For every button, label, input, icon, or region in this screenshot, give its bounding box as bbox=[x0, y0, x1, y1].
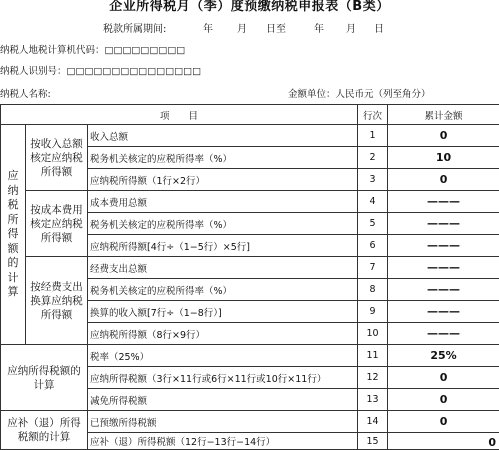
period-year: 年 bbox=[203, 24, 213, 35]
table-row bbox=[1, 191, 499, 213]
header-item: 项 目 bbox=[1, 105, 358, 125]
row-item: 收入总额 bbox=[88, 125, 358, 147]
table-row bbox=[1, 125, 499, 147]
group-by-expense: 按经费支出换算应纳税所得额 bbox=[26, 257, 88, 345]
group-refund-calc: 应补（退）所得税额的计算 bbox=[1, 411, 88, 450]
row-no: 12 bbox=[358, 367, 388, 389]
table-row bbox=[1, 345, 499, 367]
row-item: 换算的收入额[7行÷（1−8行）] bbox=[88, 301, 358, 323]
row-no: 7 bbox=[358, 257, 388, 279]
row-item: 税务机关核定的应税所得率（%） bbox=[88, 279, 358, 301]
table-row bbox=[1, 257, 499, 279]
row-amount: 0 bbox=[388, 389, 499, 411]
row-no: 1 bbox=[358, 125, 388, 147]
period-month-2: 月 bbox=[346, 24, 356, 35]
row-no: 14 bbox=[358, 411, 388, 433]
side-label-taxable-income: 应纳税所得额的计算 bbox=[1, 125, 26, 345]
table-row bbox=[1, 411, 499, 433]
row-amount: 0 bbox=[388, 367, 499, 389]
row-item: 应纳税所得额（8行×9行） bbox=[88, 323, 358, 345]
row-amount: 10 bbox=[388, 147, 499, 169]
row-item: 应纳税所得额[4行÷（1−5行）×5行] bbox=[88, 235, 358, 257]
row-item: 应纳所得税额（3行×11行或6行×11行或10行×11行） bbox=[88, 367, 358, 389]
row-amount: ——— bbox=[388, 279, 499, 301]
taxpayer-name: 纳税人名称: bbox=[0, 89, 51, 100]
row-amount: ——— bbox=[388, 191, 499, 213]
row-amount: 0 bbox=[388, 411, 499, 433]
row-item: 减免所得税额 bbox=[88, 389, 358, 411]
row-item: 已预缴所得税额 bbox=[88, 411, 358, 433]
row-no: 6 bbox=[358, 235, 388, 257]
row-no: 13 bbox=[358, 389, 388, 411]
row-item: 应补（退）所得税额（12行−13行−14行） bbox=[88, 433, 358, 450]
row-no: 8 bbox=[358, 279, 388, 301]
row-amount: ——— bbox=[388, 301, 499, 323]
row-amount: ——— bbox=[388, 213, 499, 235]
header-row-no: 行次 bbox=[358, 105, 388, 125]
row-amount: ——— bbox=[388, 235, 499, 257]
period-month: 月 bbox=[237, 24, 247, 35]
row-item: 税率（25%） bbox=[88, 345, 358, 367]
row-no: 2 bbox=[358, 147, 388, 169]
table-header bbox=[1, 105, 499, 125]
period-label: 税款所属期间: bbox=[103, 24, 167, 35]
header-amount: 累计金额 bbox=[388, 105, 499, 125]
group-by-revenue: 按收入总额核定应纳税所得额 bbox=[26, 125, 88, 191]
row-amount: 25% bbox=[388, 345, 499, 367]
taxpayer-code: 纳税人地税计算机代码：□□□□□□□□□ bbox=[0, 45, 186, 56]
row-amount: ——— bbox=[388, 257, 499, 279]
period-day-2: 日 bbox=[374, 24, 384, 35]
taxpayer-id: 纳税人识别号：□□□□□□□□□□□□□□□ bbox=[0, 66, 202, 77]
row-item: 成本费用总额 bbox=[88, 191, 358, 213]
row-no: 3 bbox=[358, 169, 388, 191]
form-title: 企业所得税月（季）度预缴纳税申报表（B类） bbox=[109, 0, 390, 14]
row-no: 15 bbox=[358, 433, 388, 450]
row-item: 应纳税所得额（1行×2行） bbox=[88, 169, 358, 191]
period-day-to: 日至 bbox=[266, 24, 286, 35]
row-amount: ——— bbox=[388, 323, 499, 345]
amount-unit: 金额单位：人民币元（列至角分） bbox=[288, 89, 431, 100]
row-item: 税务机关核定的应税所得率（%） bbox=[88, 147, 358, 169]
group-by-cost: 按成本费用核定应纳税所得额 bbox=[26, 191, 88, 257]
row-amount: 0 bbox=[388, 169, 499, 191]
row-amount: 0 bbox=[388, 433, 499, 450]
period-year-2: 年 bbox=[314, 24, 324, 35]
row-amount: 0 bbox=[388, 125, 499, 147]
row-no: 11 bbox=[358, 345, 388, 367]
row-item: 经费支出总额 bbox=[88, 257, 358, 279]
group-tax-calc: 应纳所得税额的计算 bbox=[1, 345, 88, 411]
declaration-table bbox=[0, 104, 499, 450]
row-no: 4 bbox=[358, 191, 388, 213]
row-item: 税务机关核定的应税所得率（%） bbox=[88, 213, 358, 235]
row-no: 5 bbox=[358, 213, 388, 235]
row-no: 9 bbox=[358, 301, 388, 323]
row-no: 10 bbox=[358, 323, 388, 345]
